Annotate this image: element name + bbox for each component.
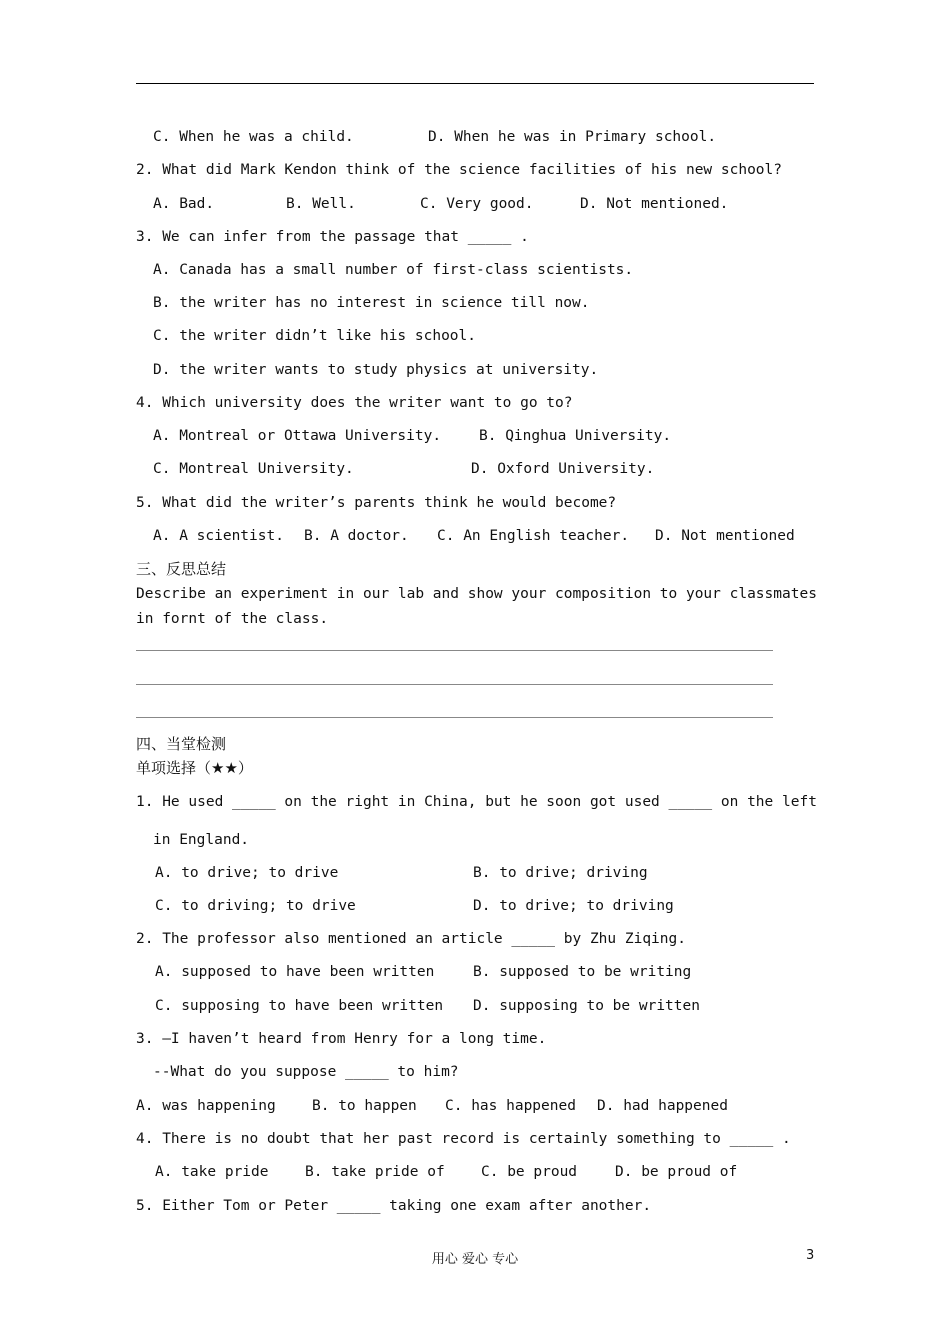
q3-option-d: D. the writer wants to study physics at university. [153,362,599,378]
q3-option-c: C. the writer didn’t like his school. [153,328,477,344]
s4-q3-option-d: D. had happened [597,1098,728,1114]
s4-q5-stem: 5. Either Tom or Peter _____ taking one exam after another. [136,1198,652,1214]
s4-q2-stem: 2. The professor also mentioned an article _____ by Zhu Ziqing. [136,931,686,947]
q3-stem: 3. We can infer from the passage that _____ . [136,229,529,245]
q2-option-b: B. Well. [286,196,356,212]
s4-q4-option-b: B. take pride of [305,1164,445,1180]
s4-q3-stem: 3. –I haven’t heard from Henry for a long time. [136,1031,547,1047]
writing-line-1[interactable] [136,650,773,651]
q5-stem: 5. What did the writer’s parents think he would become? [136,495,617,511]
q2-option-c: C. Very good. [420,196,534,212]
q4-option-a: A. Montreal or Ottawa University. [153,428,442,444]
q5-option-a: A. A scientist. [153,528,284,544]
q4-option-b: B. Qinghua University. [479,428,672,444]
footer-text: 用心 爱心 专心 [431,1252,519,1267]
s4-q1-option-a: A. to drive; to drive [155,865,339,881]
section4-subheading: 单项选择（★★） [136,759,253,777]
s4-q1-option-b: B. to drive; driving [473,865,648,881]
section3-prompt-line1: Describe an experiment in our lab and show your composition to your classmates [136,586,817,602]
s4-q4-option-d: D. be proud of [615,1164,738,1180]
s4-q1-stem-cont: in England. [153,832,250,848]
s4-q4-option-c: C. be proud [481,1164,578,1180]
q5-option-b: B. A doctor. [304,528,409,544]
s4-q2-option-c: C. supposing to have been written [155,998,444,1014]
section4-heading: 四、当堂检测 [136,735,227,753]
section3-prompt-line2: in fornt of the class. [136,611,329,627]
s4-q2-option-a: A. supposed to have been written [155,964,435,980]
s4-q3-option-c: C. has happened [445,1098,576,1114]
s4-q4-stem: 4. There is no doubt that her past record is certainly something to _____ . [136,1131,791,1147]
q2-stem: 2. What did Mark Kendon think of the science facilities of his new school? [136,162,783,178]
page-number: 3 [806,1248,815,1263]
s4-q1-stem: 1. He used _____ on the right in China, but he soon got used _____ on the left [136,794,817,810]
q5-option-c: C. An English teacher. [437,528,630,544]
s4-q4-option-a: A. take pride [155,1164,269,1180]
s4-q3-option-b: B. to happen [312,1098,417,1114]
q5-option-d: D. Not mentioned [655,528,795,544]
s4-q3-option-a: A. was happening [136,1098,276,1114]
section3-heading: 三、反思总结 [136,560,227,578]
q3-option-b: B. the writer has no interest in science till now. [153,295,590,311]
q3-option-a: A. Canada has a small number of first-class scientists. [153,262,634,278]
s4-q2-option-d: D. supposing to be written [473,998,700,1014]
s4-q3-stem-cont: --What do you suppose _____ to him? [153,1064,459,1080]
header-rule [136,83,814,84]
q4-stem: 4. Which university does the writer want to go to? [136,395,573,411]
q4-option-c: C. Montreal University. [153,461,354,477]
s4-q1-option-d: D. to drive; to driving [473,898,674,914]
q2-option-a: A. Bad. [153,196,215,212]
s4-q1-option-c: C. to driving; to drive [155,898,356,914]
q4-option-d: D. Oxford University. [471,461,655,477]
q1-option-d: D. When he was in Primary school. [428,129,717,145]
q2-option-d: D. Not mentioned. [580,196,729,212]
q1-option-c: C. When he was a child. [153,129,354,145]
writing-line-3[interactable] [136,717,773,718]
s4-q2-option-b: B. supposed to be writing [473,964,692,980]
writing-line-2[interactable] [136,684,773,685]
